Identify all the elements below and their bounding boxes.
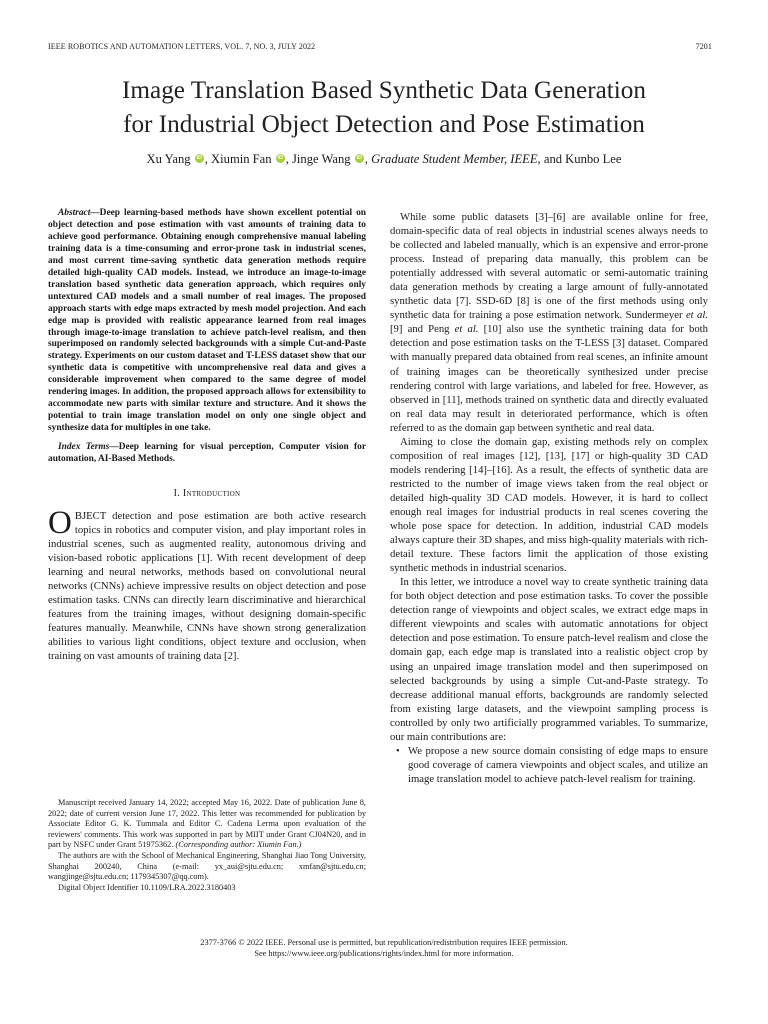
body-paragraph: Aiming to close the domain gap, existing methods rely on complex composition of real images [12], [13], [17] or high-quality 3D CAD models rendering [14]–[16]. As a result, the effects of synthetic data are restricted to the number of image views taken from the real object or detailed high-quality 3D CAD models. However, it is hard to collect enough real images for industrial products in real scenes covering the whole pose space for detection. In addition, industrial CAD models always capture their 3D shapes, and miss high-quality materials with rich-detail texture. These factors limit the application of those existing synthetic methods in industrial scenarios.: [390, 435, 708, 575]
title-line-1: Image Translation Based Synthetic Data Generation: [122, 77, 646, 104]
orcid-icon[interactable]: iD: [356, 155, 363, 161]
abstract: [48, 208, 366, 435]
footnote-manuscript-text: Manuscript received January 14, 2022; accepted May 16, 2022. Date of publication June 8, 2022; date of current version June 17, 2022. This letter was recommended for publication by Associate Editor G. K. Tummala and Editor C. Cadena Lerma upon evaluation of the reviewers' comments. This work was supported in part by MIIT under Grant CJ04N20, and in part by NSFC under Grant 51975362.: [48, 798, 366, 850]
body-text: While some public datasets [3]–[6] are available online for free, domain-specific data of real objects in industrial scenes always needs to be collected and labeled manually, which is an expensive and error-prone process. Instead of preparing data manually, this problem can be potentially addressed with several automatic or semi-automatic training data generation methods by creating a large amount of fully-annotated synthetic data [7]. SSD-6D [8] is one of the first methods using only synthetic data for training a pose estimation network. Sundermeyer: [390, 211, 708, 322]
et-al: et al.: [685, 309, 709, 322]
page-number: 7201: [695, 42, 712, 51]
abstract-text: —Deep learning-based methods have shown excellent potential on object detection and pose estimation with vast amounts of training data to achieve good performance. Obtaining enough comprehensive manual labeling training data is a time-consuming and error-prone task in industrial scenes, and most current time-saving synthetic data generation methods require detailed high-quality CAD models. Instead, we introduce an image-to-image translation based synthetic data generation approach, which requires only untextured CAD models and a small number of real images. The proposed approach starts with edge maps extracted by mesh model projection. And each edge map is provided with realistic appearance learned from real images through image-to-image translation to achieve patch-level realism, and then superimposed on randomly selected backgrounds with a simple Cut-and-Paste strategy. Experiments on our custom dataset and T-LESS dataset show that our synthetic data is competitive with uncomprehensive real data and gives a considerable improvement when compared to the same degree of model rendering images. In addition, the proposed approach allows for extensibility to accommodate new parts with similar texture and structure. And it shows the potential to train image translation model on only one single object and synthesize data for multiples in one take.: [48, 208, 366, 434]
bullet-icon: •: [396, 744, 400, 757]
list-item-text: We propose a new source domain consisting of edge maps to ensure good coverage of camera viewpoints and object scales, and utilize an image translation model to achieve patch-level realism for training.: [408, 744, 708, 785]
author-affiliation-role: , Graduate Student Member, IEEE,: [364, 152, 541, 166]
author-list: [40, 151, 728, 168]
body-text: [10] also use the synthetic training data for both detection and pose estimation tasks on the T-LESS [3] dataset. Compared with manually prepared data obtained from real scenes, an infinite amount of training images can be theoretically synthesized under precise rendering control with large variations, and labeled for free. However, as observed in [11], methods trained on synthetic data and directly evaluated on real data may result in deteriorated performance, which is often referred to as the domain gap between synthetic and real data.: [390, 323, 708, 434]
body-paragraph: In this letter, we introduce a novel way to create synthetic training data for both object detection and pose estimation tasks. To cover the possible detection range of viewpoints and object scales, we extract edge maps in different viewpoints and scales with automatic annotations for object detection and pose estimation. To ensure patch-level realism and close the domain gap, each edge map is translated into a realistic object crop by using an unpaired image translation model and then superimposed on selected backgrounds by using a simple Cut-and-Paste strategy. To decrease additional manual efforts, backgrounds are randomly selected from existing large datasets, and the viewpoint sampling process is controlled by only two artificially programmed variables. To summarize, our main contributions are:: [390, 576, 708, 743]
running-head: [48, 42, 712, 54]
footnote-manuscript: [48, 798, 366, 851]
corresponding-author-note: (Corresponding author: Xiumin Fan.): [175, 840, 302, 850]
journal-citation: IEEE ROBOTICS AND AUTOMATION LETTERS, VOL. 7, NO. 3, JULY 2022: [48, 42, 316, 51]
copyright-line: 2377-3766 © 2022 IEEE. Personal use is permitted, but republication/redistribution requires IEEE permission.: [200, 938, 568, 947]
paper-title: [40, 74, 728, 141]
index-terms-label: Index Terms: [58, 442, 110, 453]
footnote-doi: Digital Object Identifier 10.1109/LRA.2022.3180403: [58, 882, 236, 892]
left-column: [48, 208, 366, 664]
right-column: [390, 210, 708, 786]
author-name: and Kunbo Lee: [540, 152, 622, 166]
author-name: , Xiumin Fan: [204, 152, 272, 166]
intro-paragraph: [48, 505, 366, 664]
title-line-2: for Industrial Object Detection and Pose Estimation: [123, 110, 645, 138]
body-text: [9] and Peng: [390, 323, 455, 336]
drop-cap: O: [48, 505, 72, 542]
section-number: I.: [173, 488, 183, 500]
body-paragraph: [390, 210, 708, 435]
section-heading: [48, 488, 366, 499]
footnote-affiliation: The authors are with the School of Mechanical Engineering, Shanghai Jiao Tong University, Shanghai 200240, China (e-mail: yx_aui@sjtu.edu.cn; xmfan@sjtu.edu.cn; wangjinge@sjtu.edu.cn; 1179345307@qq.com).: [48, 850, 366, 882]
author-name: Xu Yang: [146, 152, 191, 166]
contribution-list: [390, 744, 708, 786]
index-terms-text: —Deep learning for visual perception, Computer vision for automation, AI-Based Methods.: [48, 442, 366, 465]
permissions-link[interactable]: See https://www.ieee.org/publications/rights/index.html for more information.: [254, 949, 514, 958]
author-name: , Jinge Wang: [285, 152, 351, 166]
abstract-label: Abstract: [58, 208, 91, 218]
orcid-icon[interactable]: iD: [277, 155, 283, 161]
copyright-notice: [40, 937, 728, 959]
et-al: et al.: [454, 323, 479, 336]
footnotes: [48, 798, 366, 893]
section-title: Introduction: [182, 488, 241, 500]
orcid-icon[interactable]: iD: [196, 155, 202, 161]
list-item: [390, 744, 708, 786]
intro-paragraph-text: BJECT detection and pose estimation are both active research topics in robotics and computer vision, and play important roles in industrial scenes, such as augmented reality, autonomous driving and vision-based robotic applications [1]. With recent development of deep learning and neural networks, methods based on convolutional neural networks (CNNs) achieve impressive results on object detection and pose estimation tasks. CNNs can directly learn discriminative and hierarchical features from the training images, without designing domain-specific features manually. Meanwhile, CNNs have shown strong generalization abilities to various light conditions, object texture and occlusion, when training on vast amounts of training data [2].: [48, 510, 366, 663]
index-terms: [48, 442, 366, 466]
